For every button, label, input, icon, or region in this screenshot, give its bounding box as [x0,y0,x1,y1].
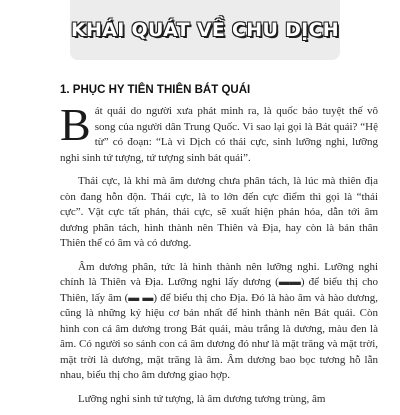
paragraph [60,174,378,252]
paragraph [60,99,378,166]
paragraph [60,392,378,408]
paragraph [60,260,378,384]
paragraph-text: Lưỡng nghi sinh tứ tượng, là âm dương tương trùng, âm [78,392,326,405]
section-heading: 1. PHỤC HY TIÊN THIÊN BÁT QUÁI [60,84,251,96]
chapter-title: KHÁI QUÁT VỀ CHU DỊCH [71,19,339,41]
drop-cap: B [60,99,91,150]
article-body [60,99,378,415]
paragraph-text: át quái do người xưa phát minh ra, là quốc bảo tuyệt thế vô song của người dân Trung Quốc. Vì sao lại gọi là Bát quái? “Hệ từ” có đoạn: “Là vì Dịch có thái cực, sinh lưỡng nghi, lưỡng nghi sinh tứ tượng, tứ tượng sinh bát quái”. [60,105,378,164]
paragraph-text: Âm dương phân, tức là hình thành nên lưỡng nghi. Lưỡng nghi chính là Thiên và Địa. Lưỡng nghi lấy dương (▬▬) để biểu thị cho Thiên, lấy âm (▬ ▬) để biểu thị cho Địa. Đó là hào âm và hào dương, cũng là những ký hiệu cơ bản nhất để hình thành nên Bát quái. Còn hình con cá âm dương trong Bát quái, màu trắng là dương, màu đen là âm. Có người so sánh con cá âm dương đó như là mặt trăng và mặt trời, mặt trời là dương, mặt trăng là âm. Âm dương bao bọc tương hỗ lẫn nhau, biểu thị cho âm dương giao hợp. [60,260,378,381]
chapter-banner [70,0,340,60]
paragraph-text: Thái cực, là khi mà âm dương chưa phân tách, là lúc mà thiên địa còn đang hỗn độn. Thái cực, là to lớn đến cực điểm thì gọi là “thái cực”. Vật cực tất phản, thái cực, sẽ xuất hiện phản hóa, dẫn tới âm dương phân tách, hình thành nên Thiên và Địa, hay còn là bản thân Thiên thể có âm và có dương. [60,175,378,249]
